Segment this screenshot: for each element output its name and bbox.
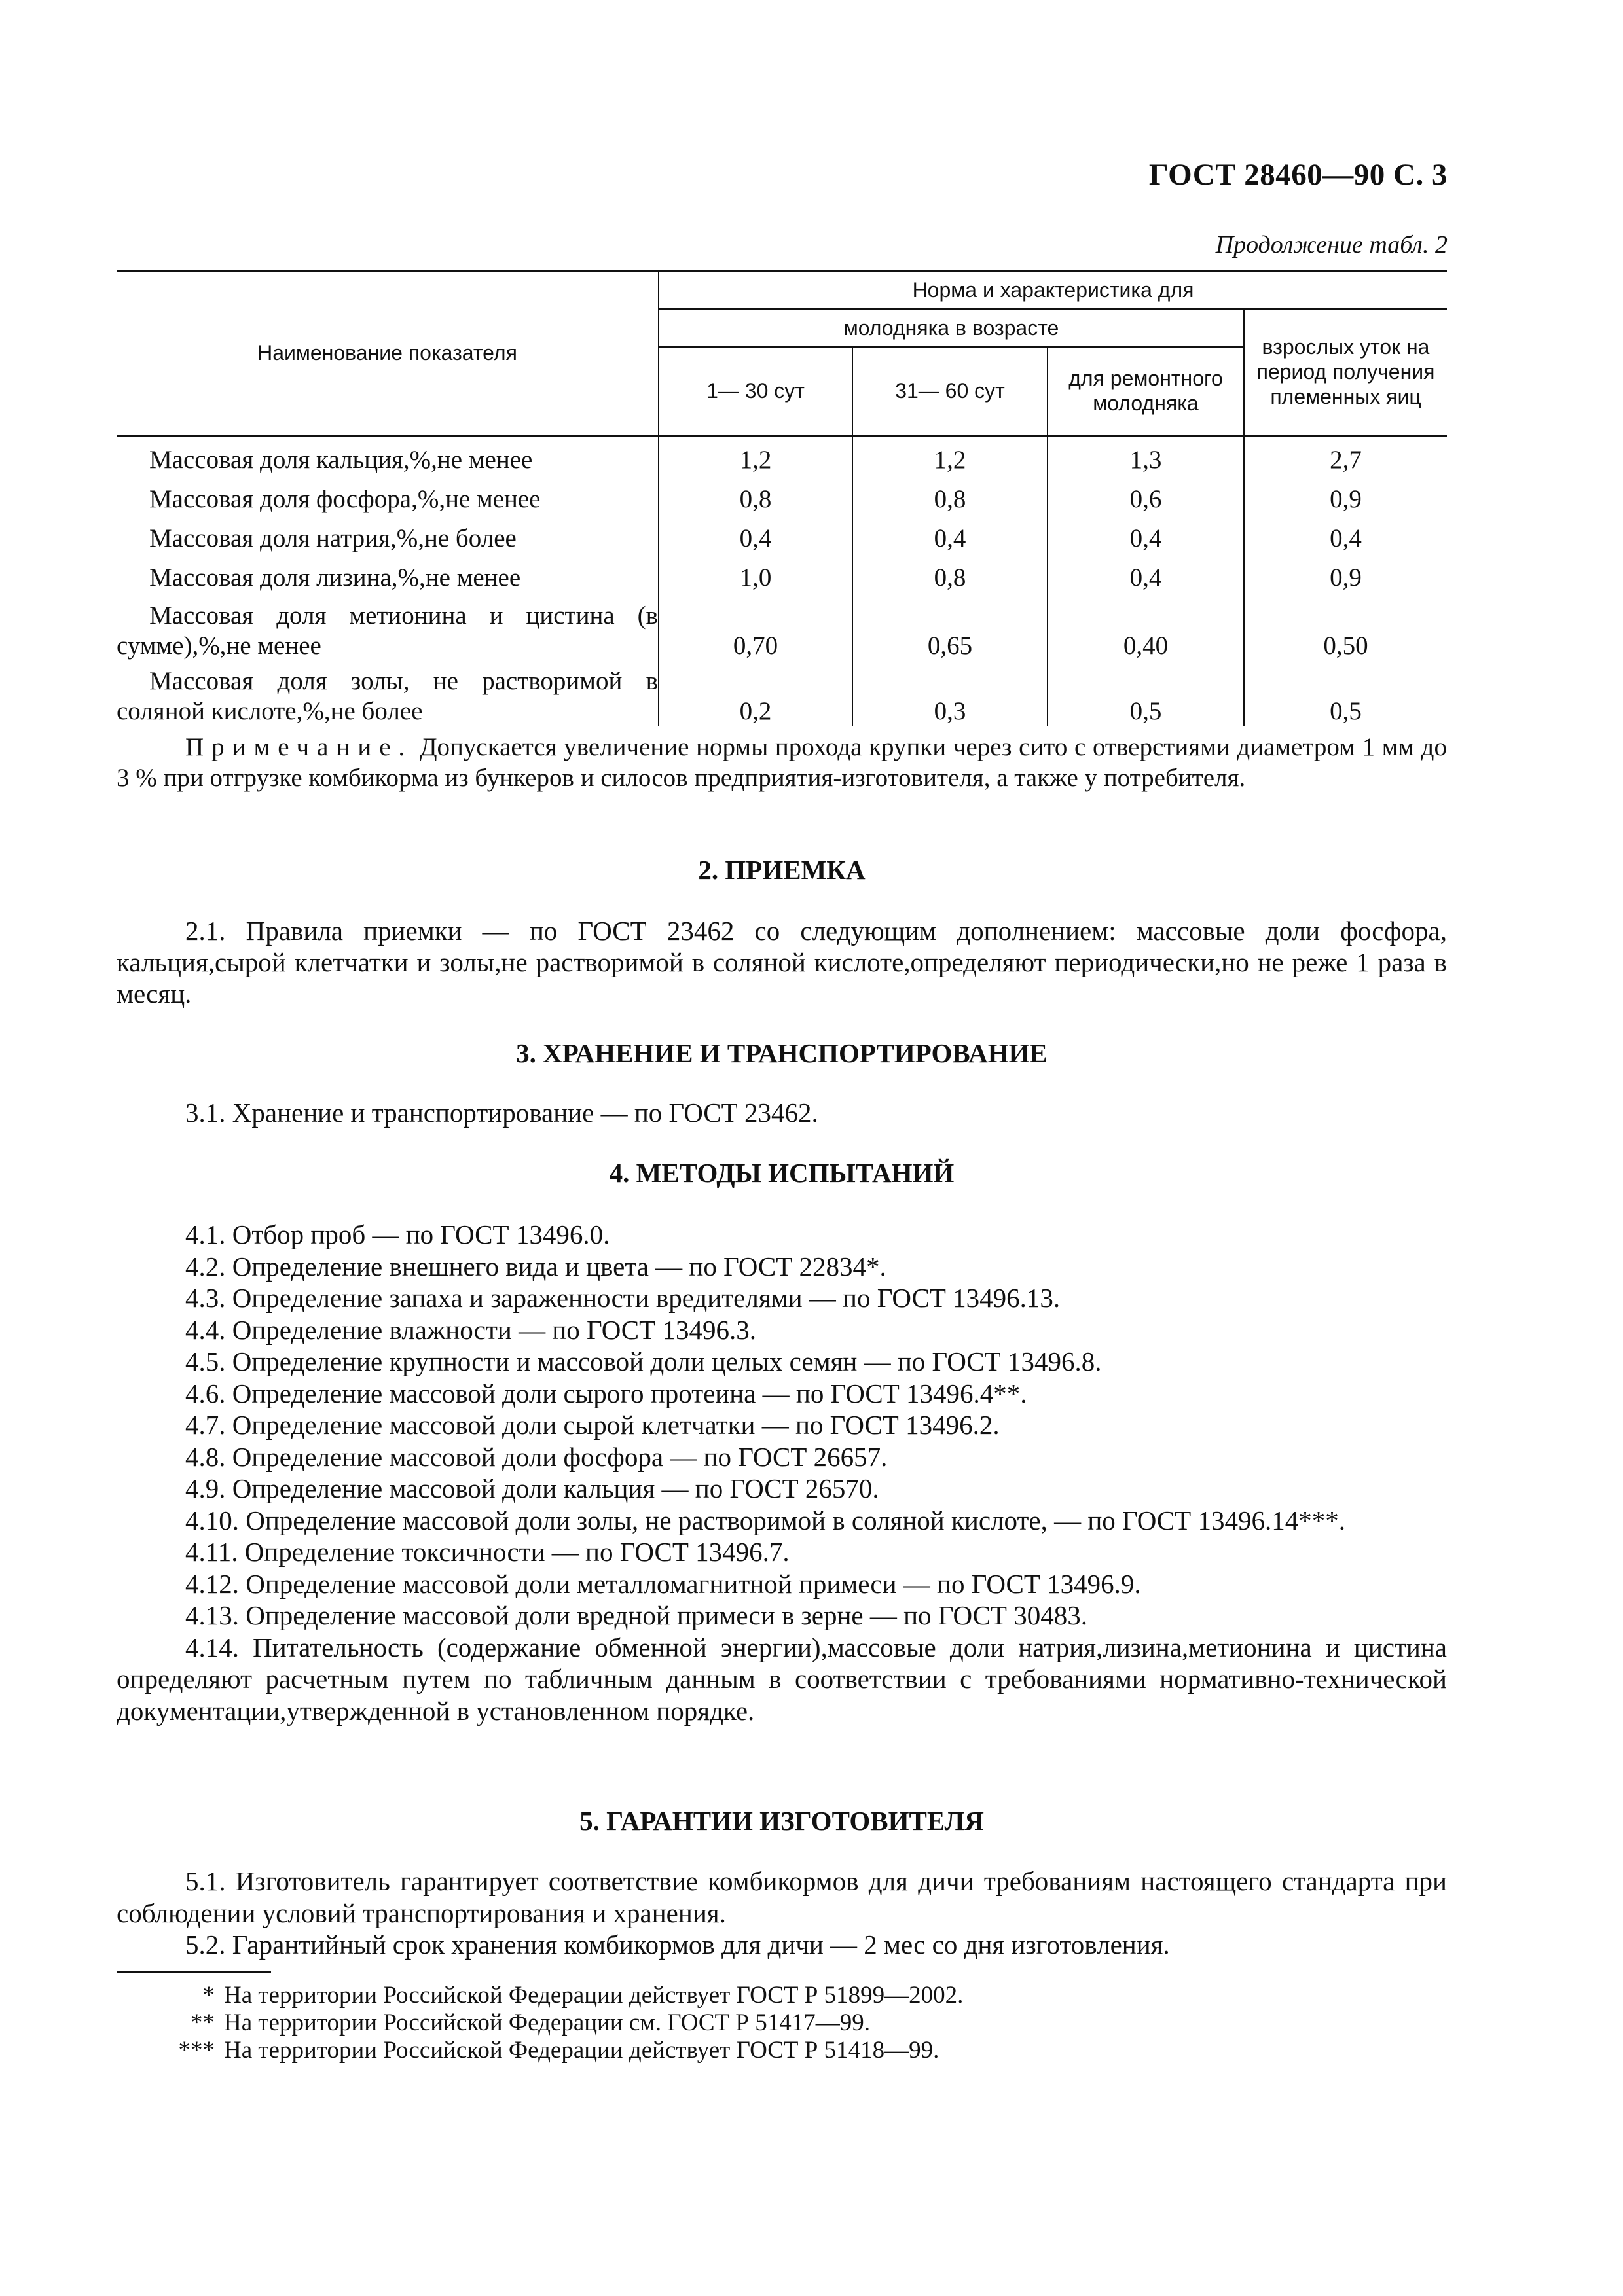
table-note (117, 732, 1447, 793)
list-item: 4.2. Определение внешнего вида и цвета — по ГОСТ 22834*. (185, 1251, 886, 1282)
cell-value: 2,7 (1244, 436, 1447, 475)
page-header-doc-ref: ГОСТ 28460—90 С. 3 (1148, 158, 1448, 192)
cell-value: 0,4 (1048, 514, 1244, 554)
cell-value: 0,9 (1244, 475, 1447, 514)
header-norm: Норма и характеристика для (659, 271, 1447, 309)
row-name: Массовая доля метионина и цистина (в (149, 601, 658, 630)
cell-value: 0,2 (659, 661, 852, 726)
list-item: 5.2. Гарантийный срок хранения комбикормов для дичи — 2 мес со дня изготовления. (185, 1929, 1170, 1960)
list-item: 4.1. Отбор проб — по ГОСТ 13496.0. (185, 1219, 610, 1249)
row-name: Массовая доля лизина,%,не менее (149, 563, 521, 592)
list-item: 4.9. Определение массовой доли кальция — по ГОСТ 26570. (185, 1473, 879, 1503)
header-age-31-60: 31— 60 сут (852, 347, 1048, 436)
row-name-cont: сумме),%,не менее (117, 631, 321, 660)
table-row (117, 514, 1447, 554)
cell-value: 0,4 (852, 514, 1048, 554)
table-row (117, 475, 1447, 514)
section-title-guarantees: 5. ГАРАНТИИ ИЗГОТОВИТЕЛЯ (579, 1806, 984, 1836)
cell-value: 0,65 (852, 593, 1048, 661)
section-title-test-methods: 4. МЕТОДЫ ИСПЫТАНИЙ (609, 1158, 955, 1188)
footnote: * На территории Российской Федерации действует ГОСТ Р 51899—2002. (202, 1982, 964, 2009)
cell-value: 0,8 (659, 475, 852, 514)
list-item: 4.10. Определение массовой доли золы, не растворимой в соляной кислоте, — по ГОСТ 13496.14***. (185, 1505, 1345, 1535)
cell-value: 0,3 (852, 661, 1048, 726)
cell-value: 1,2 (659, 436, 852, 475)
cell-value: 1,2 (852, 436, 1048, 475)
cell-value: 0,4 (1244, 514, 1447, 554)
norms-table (117, 270, 1447, 726)
section-title-acceptance: 2. ПРИЕМКА (698, 855, 866, 885)
list-item: 4.13. Определение массовой доли вредной примеси в зерне — по ГОСТ 30483. (185, 1600, 1087, 1630)
row-name-cont: соляной кислоте,%,не более (117, 696, 423, 725)
paragraph-3-1: 3.1. Хранение и транспортирование — по ГОСТ 23462. (185, 1098, 818, 1128)
test-methods-list (117, 1219, 1447, 1727)
footnotes (117, 1982, 1447, 2064)
row-name: Массовая доля фосфора,%,не менее (149, 484, 541, 513)
cell-value: 0,8 (852, 554, 1048, 593)
list-item: 4.4. Определение влажности — по ГОСТ 13496.3. (185, 1314, 756, 1345)
table-row (117, 661, 1447, 726)
list-item: 4.5. Определение крупности и массовой доли целых семян — по ГОСТ 13496.8. (185, 1346, 1102, 1376)
cell-value: 0,4 (659, 514, 852, 554)
cell-value: 0,9 (1244, 554, 1447, 593)
footnote-rule (117, 1971, 271, 1973)
note-text: Допускается увеличение нормы прохода крупки через сито с отверстиями диаметром 1 мм до 3 % при отгрузке комбикорма из бункеров и силосов предприятия-изготовителя, а также у потребителя. (117, 733, 1448, 792)
header-age-1-30: 1— 30 сут (659, 347, 852, 436)
table-row (117, 554, 1447, 593)
paragraph-2-1: 2.1. Правила приемки — по ГОСТ 23462 со следующим дополнением: массовые доли фосфора, кальция,сырой клетчатки и золы,не растворимой в соляной кислоте,определяют периодически,но не реже 1 раза в месяц. (117, 916, 1447, 1009)
list-item: 4.14. Питательность (содержание обменной энергии),массовые доли натрия,лизина,метионина и цистина определяют расчетным путем по табличным данным в соответствии с требованиями нормативно-технической документации,утвержденной в установленном порядке. (117, 1632, 1447, 1726)
header-repair-young: для ремонтного молодняка (1048, 347, 1244, 436)
row-name: Массовая доля натрия,%,не более (149, 524, 517, 552)
list-item: 4.12. Определение массовой доли металломагнитной примеси — по ГОСТ 13496.9. (185, 1568, 1141, 1599)
row-name: Массовая доля золы, не растворимой в (149, 666, 658, 695)
cell-value: 1,3 (1048, 436, 1244, 475)
list-item: 4.6. Определение массовой доли сырого протеина — по ГОСТ 13496.4**. (185, 1378, 1027, 1408)
note-label: Примечание. (185, 733, 413, 761)
section-title-storage: 3. ХРАНЕНИЕ И ТРАНСПОРТИРОВАНИЕ (516, 1038, 1048, 1068)
cell-value: 0,4 (1048, 554, 1244, 593)
cell-value: 0,50 (1244, 593, 1447, 661)
cell-value: 0,40 (1048, 593, 1244, 661)
list-item: 4.8. Определение массовой доли фосфора — по ГОСТ 26657. (185, 1441, 888, 1472)
cell-value: 0,5 (1244, 661, 1447, 726)
table-row (117, 436, 1447, 475)
header-indicator-name: Наименование показателя (117, 271, 659, 436)
header-young: молодняка в возрасте (659, 309, 1244, 347)
cell-value: 0,70 (659, 593, 852, 661)
cell-value: 0,5 (1048, 661, 1244, 726)
cell-value: 1,0 (659, 554, 852, 593)
cell-value: 0,6 (1048, 475, 1244, 514)
table-continuation-label: Продолжение табл. 2 (1215, 231, 1448, 259)
list-item: 4.7. Определение массовой доли сырой клетчатки — по ГОСТ 13496.2. (185, 1410, 1000, 1440)
guarantees-list (117, 1865, 1447, 1961)
list-item: 4.11. Определение токсичности — по ГОСТ 13496.7. (185, 1537, 790, 1567)
list-item: 4.3. Определение запаха и зараженности вредителями — по ГОСТ 13496.13. (185, 1283, 1061, 1313)
footnote: ** На территории Российской Федерации см. ГОСТ Р 51417—99. (191, 2009, 870, 2036)
footnote: *** На территории Российской Федерации действует ГОСТ Р 51418—99. (178, 2037, 939, 2064)
row-name: Массовая доля кальция,%,не менее (149, 445, 533, 474)
cell-value: 0,8 (852, 475, 1048, 514)
header-adult: взрослых уток на период получения племенных яиц (1244, 309, 1447, 436)
list-item: 5.1. Изготовитель гарантирует соответствие комбикормов для дичи требованиям настоящего стандарта при соблюдении условий транспортирования и хранения. (117, 1866, 1447, 1928)
table-row (117, 593, 1447, 661)
